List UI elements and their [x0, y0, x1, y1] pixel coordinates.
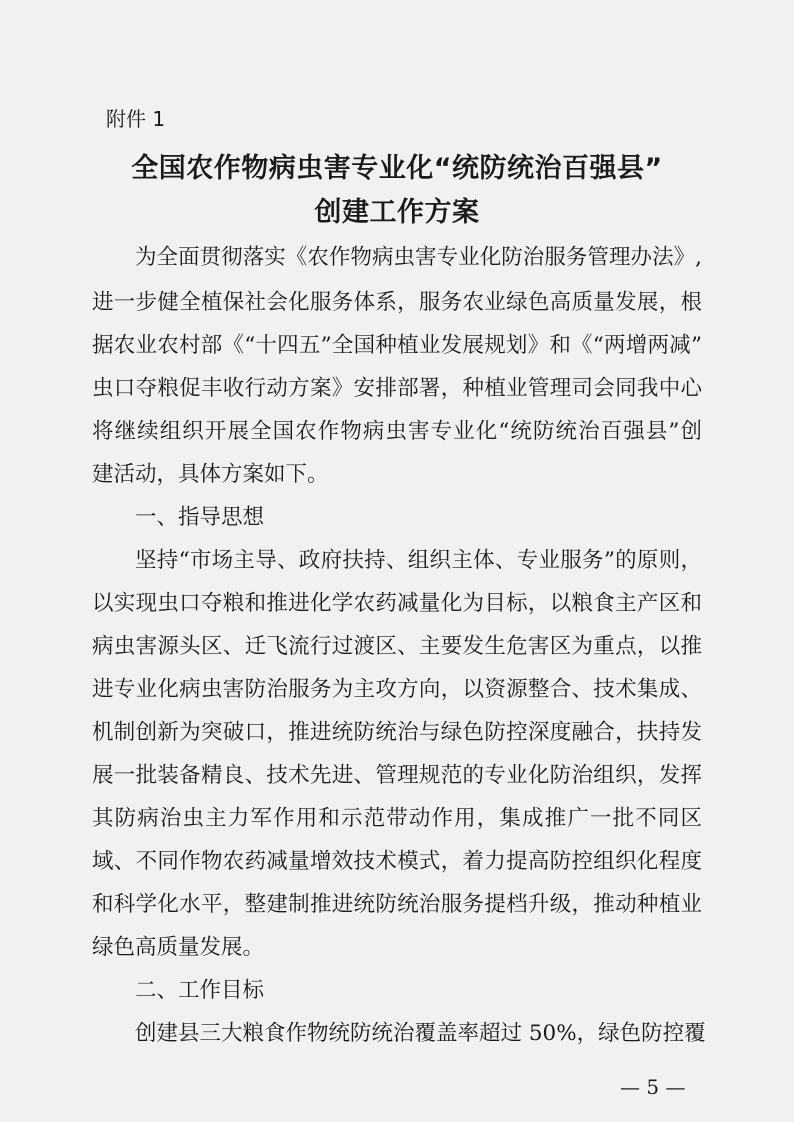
paragraph-line: 坚持“市场主导、政府扶持、组织主体、专业服务”的原则，	[135, 548, 702, 573]
document-title-line-2: 创建工作方案	[314, 197, 480, 228]
paragraph-line: 绿色高质量发展。	[92, 935, 265, 960]
paragraph-line: 以实现虫口夺粮和推进化学农药减量化为目标，以粮食主产区和	[92, 591, 702, 616]
paragraph-line: 据农业农村部《“十四五”全国种植业发展规划》和《“两增两减”	[92, 333, 702, 358]
attachment-label: 附件 1	[106, 107, 166, 131]
page-number: — 5 —	[620, 1075, 686, 1099]
paragraph-line: 和科学化水平，整建制推进统防统治服务提档升级，推动种植业	[92, 892, 702, 917]
paragraph-line: 建活动，具体方案如下。	[92, 462, 329, 487]
paragraph-line: 病虫害源头区、迁飞流行过渡区、主要发生危害区为重点，以推	[92, 634, 702, 659]
paragraph-line: 将继续组织开展全国农作物病虫害专业化“统防统治百强县”创	[92, 419, 702, 444]
paragraph-line: 创建县三大粮食作物统防统治覆盖率超过 50%，绿色防控覆	[135, 1021, 706, 1046]
paragraph-line: 域、不同作物农药减量增效技术模式，着力提高防控组织化程度	[92, 849, 702, 874]
paragraph-line: 其防病治虫主力军作用和示范带动作用，集成推广一批不同区	[92, 806, 702, 831]
paragraph-line: 为全面贯彻落实《农作物病虫害专业化防治服务管理办法》,	[135, 245, 702, 270]
paragraph-line: 虫口夺粮促丰收行动方案》安排部署，种植业管理司会同我中心	[92, 376, 702, 401]
paragraph-line: 机制创新为突破口，推进统防统治与绿色防控深度融合，扶持发	[92, 720, 702, 745]
section-heading: 一、指导思想	[135, 505, 265, 530]
paragraph-line: 进专业化病虫害防治服务为主攻方向，以资源整合、技术集成、	[92, 677, 702, 702]
paragraph-line: 展一批装备精良、技术先进、管理规范的专业化防治组织，发挥	[92, 763, 702, 788]
section-heading: 二、工作目标	[135, 978, 265, 1003]
document-title-line-1: 全国农作物病虫害专业化“统防统治百强县”	[131, 153, 663, 184]
paragraph-line: 进一步健全植保社会化服务体系，服务农业绿色高质量发展，根	[92, 290, 702, 315]
